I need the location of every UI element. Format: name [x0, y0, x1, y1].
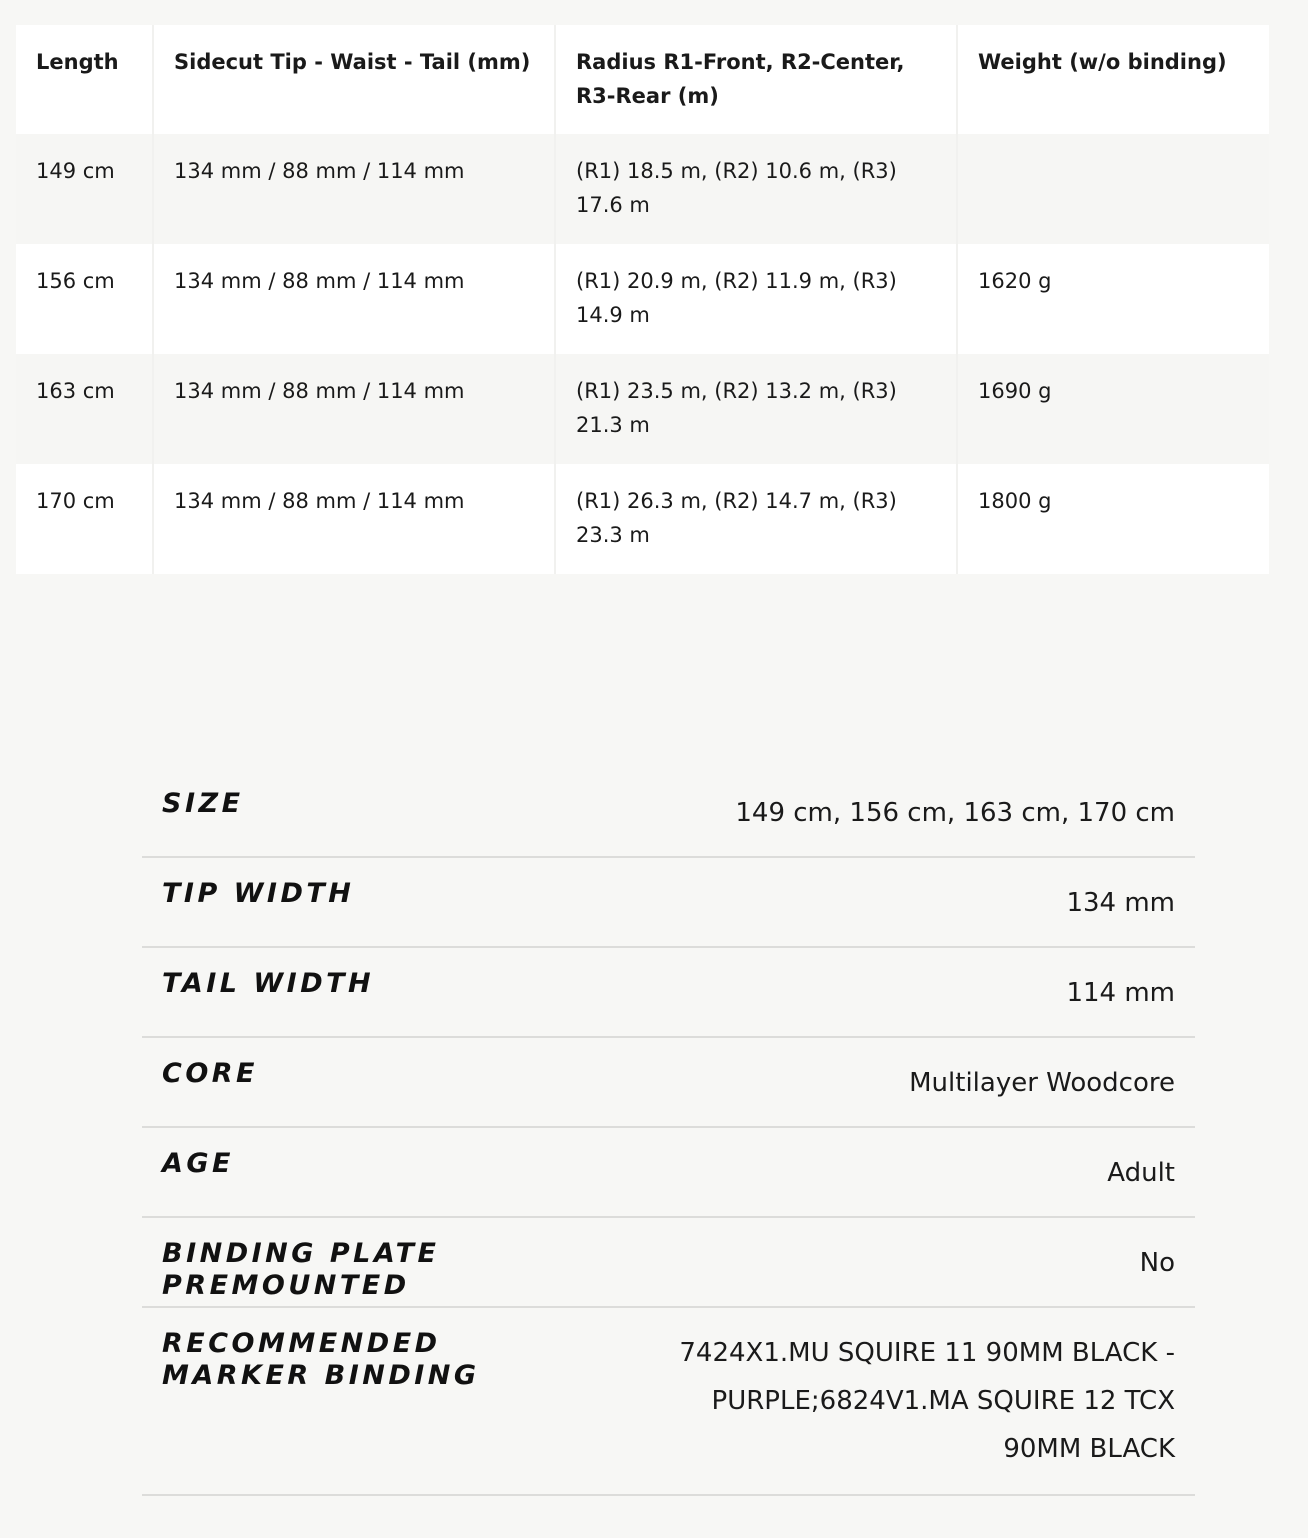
spec-label: AGE [162, 1148, 235, 1179]
spec-label: SIZE [162, 788, 244, 819]
cell-length: 149 cm [16, 134, 152, 244]
spec-label: TIP WIDTH [162, 878, 355, 909]
spec-value: 114 mm [1066, 978, 1175, 1008]
spec-row-size [142, 768, 1195, 858]
spec-value: 134 mm [1066, 888, 1175, 918]
table-row [16, 354, 1269, 464]
spec-row-core [142, 1038, 1195, 1128]
cell-weight: 1800 g [956, 464, 1269, 574]
spec-row-tip-width [142, 858, 1195, 948]
table-row [16, 244, 1269, 354]
cell-length: 170 cm [16, 464, 152, 574]
spec-label: BINDING PLATE PREMOUNTED [162, 1238, 440, 1301]
table-header-row [16, 25, 1269, 134]
cell-length: 163 cm [16, 354, 152, 464]
spec-row-age [142, 1128, 1195, 1218]
spec-value: Adult [1107, 1158, 1175, 1188]
cell-sidecut: 134 mm / 88 mm / 114 mm [152, 354, 554, 464]
column-header-length: Length [16, 25, 152, 134]
cell-length: 156 cm [16, 244, 152, 354]
cell-sidecut: 134 mm / 88 mm / 114 mm [152, 244, 554, 354]
column-header-weight: Weight (w/o binding) [956, 25, 1269, 134]
cell-radius: (R1) 20.9 m, (R2) 11.9 m, (R3) 14.9 m [554, 244, 956, 354]
column-header-radius: Radius R1-Front, R2-Center, R3-Rear (m) [554, 25, 956, 134]
spec-label: CORE [162, 1058, 259, 1089]
size-table [16, 25, 1269, 574]
cell-radius: (R1) 18.5 m, (R2) 10.6 m, (R3) 17.6 m [554, 134, 956, 244]
cell-sidecut: 134 mm / 88 mm / 114 mm [152, 464, 554, 574]
spec-label: RECOMMENDED MARKER BINDING [162, 1328, 480, 1391]
spec-value: 7424X1.MU SQUIRE 11 90MM BLACK - PURPLE;6824V1.MA SQUIRE 12 TCX 90MM BLACK [679, 1338, 1175, 1464]
table-row [16, 134, 1269, 244]
spec-value: No [1139, 1248, 1175, 1278]
cell-weight: 1690 g [956, 354, 1269, 464]
cell-radius: (R1) 23.5 m, (R2) 13.2 m, (R3) 21.3 m [554, 354, 956, 464]
spec-row-binding-plate [142, 1218, 1195, 1308]
spec-value: 149 cm, 156 cm, 163 cm, 170 cm [735, 798, 1175, 828]
spec-label: TAIL WIDTH [162, 968, 375, 999]
cell-weight [956, 134, 1269, 244]
column-header-sidecut: Sidecut Tip - Waist - Tail (mm) [152, 25, 554, 134]
spec-row-tail-width [142, 948, 1195, 1038]
cell-radius: (R1) 26.3 m, (R2) 14.7 m, (R3) 23.3 m [554, 464, 956, 574]
spec-list [142, 768, 1195, 1496]
spec-row-recommended-binding [142, 1308, 1195, 1496]
table-row [16, 464, 1269, 574]
cell-weight: 1620 g [956, 244, 1269, 354]
cell-sidecut: 134 mm / 88 mm / 114 mm [152, 134, 554, 244]
spec-value: Multilayer Woodcore [909, 1068, 1175, 1098]
